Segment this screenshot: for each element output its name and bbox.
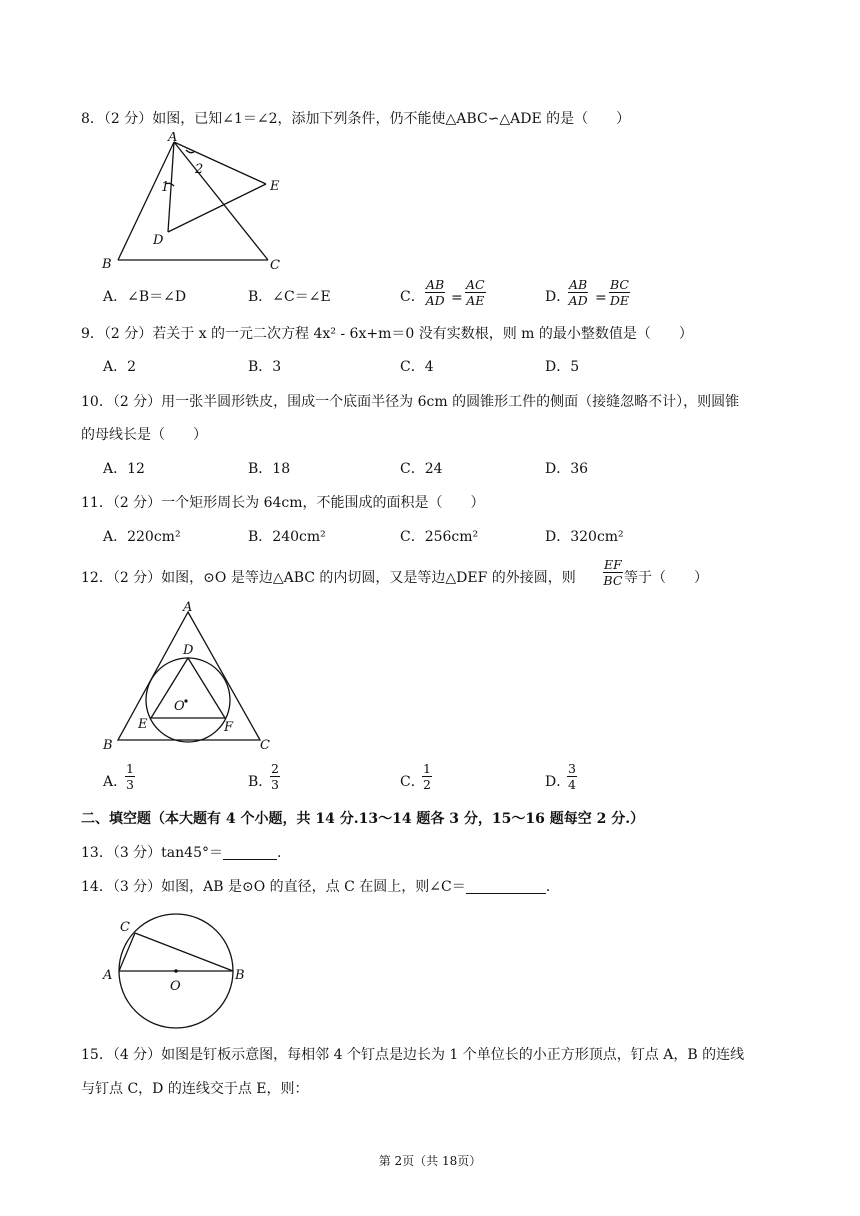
q8-option-c-frac1: $\frac{AB}{AD}$: [425, 277, 445, 309]
q11-option-d: D．320cm²: [545, 529, 624, 545]
q8-label-d: D: [153, 233, 164, 248]
q9-option-d: D．5: [545, 359, 580, 375]
q8-option-c-frac2: $\frac{AC}{AE}$: [466, 277, 485, 309]
q11-stem: 11．（2 分）一个矩形周长为 64cm，不能围成的面积是（ ）: [81, 495, 485, 511]
q13-stem-text: 13．（3 分）tan45°＝: [81, 845, 223, 861]
q14-label-c: C: [120, 920, 130, 935]
q8-option-d-eq: =: [595, 290, 607, 306]
q8-option-c-eq: =: [451, 290, 463, 306]
q13-stem: [81, 846, 281, 860]
q12-label-f: F: [224, 720, 234, 735]
q8-option-c-label: C．: [400, 289, 425, 305]
q10-option-a: A．12: [103, 461, 145, 477]
q12-option-b-label: B．: [248, 774, 273, 790]
q11-option-a: A．220cm²: [103, 529, 181, 545]
q12-label-e: E: [138, 717, 148, 732]
q12-option-b-frac: $\frac{2}{3}$: [271, 761, 279, 793]
q12-label-a: A: [183, 600, 193, 615]
q14-label-b: B: [235, 968, 245, 983]
q8-option-d-frac1: $\frac{AB}{AD}$: [568, 277, 588, 309]
q8-label-e: E: [270, 179, 280, 194]
q8-angle-1: 1: [161, 180, 170, 195]
q9-option-c: C．4: [400, 359, 434, 375]
q11-option-c: C．256cm²: [400, 529, 479, 545]
q12-option-a-frac: $\frac{1}{3}$: [126, 761, 134, 793]
q14-label-a: A: [103, 968, 113, 983]
q10-stem-line1: 10．（2 分）用一张半圆形铁皮，围成一个底面半径为 6cm 的圆锥形工件的侧面（接缝忽略不计），则圆锥: [81, 394, 740, 410]
q12-option-c-frac: $\frac{1}{2}$: [423, 761, 431, 793]
q9-stem: 9．（2 分）若关于 x 的一元二次方程 4x² - 6x+m＝0 没有实数根，则 m 的最小整数值是（ ）: [81, 326, 693, 342]
q12-label-b: B: [103, 738, 113, 752]
q10-stem-line2: 的母线长是（ ）: [81, 427, 207, 443]
q12-option-d-label: D．: [545, 774, 571, 790]
q11-option-b: B．240cm²: [248, 529, 326, 545]
q12-label-c: C: [260, 738, 270, 752]
q10-option-b: B．18: [248, 461, 291, 477]
q15-stem-line2: 与钉点 C，D 的连线交于点 E，则：: [81, 1081, 309, 1097]
q12-option-c-label: C．: [400, 774, 425, 790]
page-footer: 第 2页（共 18页）: [378, 1154, 482, 1168]
section-heading-fill-in: 二、填空题（本大题有 4 个小题，共 14 分.13～14 题各 3 分，15～16 题每空 2 分.）: [81, 811, 645, 827]
q8-option-a: A．∠B＝∠D: [103, 289, 187, 305]
q13-end: .: [276, 845, 282, 861]
q13-answer-blank[interactable]: [223, 847, 277, 860]
q14-stem-text: 14．（3 分）如图，AB 是⊙O 的直径，点 C 在圆上，则∠C＝: [81, 879, 466, 895]
q14-label-o: O: [170, 979, 181, 994]
q12-option-d-frac: $\frac{3}{4}$: [568, 761, 576, 793]
q9-option-b: B．3: [248, 359, 282, 375]
q8-option-d-frac2: $\frac{BC}{DE}$: [609, 277, 630, 309]
q8-figure: [96, 132, 296, 272]
q8-stem: 8．（2 分）如图，已知∠1＝∠2，添加下列条件，仍不能使△ABC∽△ADE 的是（ ）: [81, 111, 631, 127]
q12-label-o: O: [174, 699, 185, 714]
q14-end: .: [545, 879, 551, 895]
q14-stem: [81, 880, 550, 894]
q14-answer-blank[interactable]: [466, 881, 546, 894]
q12-stem: 12．（2 分）如图，⊙O 是等边△ABC 的内切圆，又是等边△DEF 的外接圆，则: [81, 570, 576, 586]
q12-stem-end: 等于（ ）: [624, 570, 708, 586]
q8-label-b: B: [102, 257, 112, 272]
q10-option-d: D．36: [545, 461, 589, 477]
q10-option-c: C．24: [400, 461, 443, 477]
q8-option-b: B．∠C＝∠E: [248, 289, 331, 305]
q8-option-d-label: D．: [545, 289, 571, 305]
q8-angle-2: 2: [195, 162, 204, 177]
q14-figure: [98, 913, 258, 1031]
q8-label-c: C: [270, 258, 280, 272]
q12-figure: [100, 600, 280, 752]
q9-option-a: A．2: [103, 359, 137, 375]
q12-option-a-label: A．: [103, 774, 128, 790]
q12-stem-fraction: $\frac{EF}{BC}$: [603, 557, 623, 589]
q12-label-d: D: [183, 643, 194, 658]
q15-stem-line1: 15．（4 分）如图是钉板示意图，每相邻 4 个钉点是边长为 1 个单位长的小正方形顶点，钉点 A，B 的连线: [81, 1047, 745, 1063]
q8-label-a: A: [168, 132, 178, 145]
